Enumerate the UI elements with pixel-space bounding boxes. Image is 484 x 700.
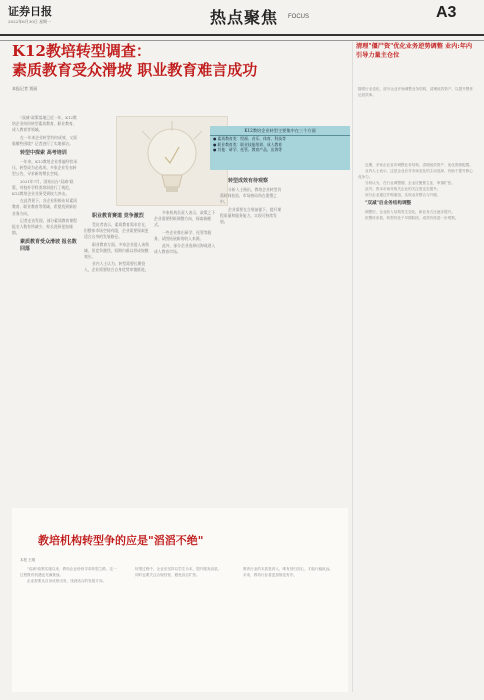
subheading: "双减"后业务结构调整 [365,201,412,206]
headline-line1: K12教培转型调查： [12,42,151,60]
paragraph: 企业需要在合规前提下，提升课程质量和服务能力，实现可持续发展。 [220,206,282,225]
side-quote: 随着行业变化，部分企业开始调整业务结构，清理低效资产，以提升整体运营效率。 [358,87,473,97]
infobox [210,126,350,170]
main-column-2 [84,210,150,506]
issue-date: 2022年6月30日 星期一 [8,19,52,24]
main-byline: 本报记者 贾丽 [12,86,38,91]
paragraph: 2021年7月，国家出台"双减"政策，对校外学科类培训进行了规范，K12教培企业业务受到较大冲击。 [12,178,74,197]
main-column-3 [154,210,216,506]
bottom-byline: 本报 王刚 [20,558,36,562]
paragraph: 此外，部分企业选择出海或进入成人教育市场。 [154,243,216,255]
bottom-headline: 教培机构转型争的应是"滔滔不绝" [38,534,204,547]
side-headline: 清理"僵尸资"优化业务逆势调整 业内:年内引导力量主仓位 [356,43,473,59]
paragraph: 受访者表示，素质教育需求存在，但整体市场空间有限，企业需要探索更适合自身的发展路径。 [84,222,149,240]
subheading: 转型中探索 高考培训 [20,150,67,157]
paragraph: "双减"政策落地已近一年，K12教培企业纷纷转型素质教育、职业教育、成人教育等领域。 [12,115,77,133]
page-number: A3 [436,4,457,21]
paragraph: 分析人士指出，教培企业转型仍需时间检验，市场格局尚在重塑之中。 [220,187,282,205]
section-title: 热点聚焦 [210,8,279,27]
subheading: 转型成效有待观察 [228,178,269,184]
paragraph: 此外，资本市场对相关企业的关注度也在提升。 [365,187,441,191]
section-en-label: FOCUS [288,14,309,20]
paragraph: 业内人士表示，这是企业应对市场变化的主动选择，有助于提升核心竞争力。 [358,169,473,179]
paragraph: 分析认为，在行业调整期，企业应聚焦主业，审慎扩张。 [365,181,455,185]
subheading: 素质教育受众滑坡 报名数回落 [20,239,77,253]
headline-line2: 素质教育受众滑坡 职业教育难言成功 [12,61,258,79]
paragraph: 一些企业推出研学、托管等服务，试图拓展新的收入来源。 [154,229,212,241]
infobox-title: K12教培企业转型主要集中在三个方面 [210,126,350,136]
paragraph: 记者走访发现，部分素质教育课程报名人数有所减少，家长选择更加谨慎。 [12,217,77,236]
paragraph: 多家机构负责人表示，政策之下企业需要积极调整方向，探索新模式。 [154,210,216,228]
paragraph: 教育行业的本质是育人，唯有回归初心，才能行稳致远。 [243,567,333,571]
paragraph: 在此背景下，各企业积极布局素质教育、职业教育等领域，希望找到新的业务方向。 [12,198,77,216]
paragraph: 近期，多家企业宣布调整业务结构，清理低效资产，优化资源配置。 [365,163,473,167]
paragraph: "双减"政策实施以来，教培企业纷纷寻求转型之路，这一过程既有机遇也充满挑战。 [20,567,117,577]
paragraph: 职业教育方面，多家企业进入该领域，但竞争激烈，短期内难以形成规模效应。 [84,241,149,260]
paragraph: 未来，教培行业将更加规范有序。 [243,573,297,577]
paragraph: 一年来，K12教培企业普遍经营承压，转型成为必选项。多家企业发布转型公告，寻求新的增长空间。 [12,159,78,177]
paragraph: 转型过程中，企业应坚持以学生为本，提升服务品质。 [135,567,222,571]
infobox-item: ● 职业教育类：职业技能培训、成人教育 [213,141,283,147]
paragraph: 在一年来企业转型有何成效，又面临哪些困境？记者进行了实地探访。 [12,134,77,146]
paragraph: 同时也要关注合规经营，避免盲目扩张。 [135,573,200,577]
bottom-column-2 [128,566,228,684]
main-column-4 [220,175,282,505]
main-headline [12,42,348,112]
side-column [358,162,476,692]
bottom-column-1 [20,566,120,684]
bottom-column-3 [236,566,340,684]
paragraph: 业内人士认为，转型需要长期投入，企业需要结合自身优势审慎推进。 [84,261,149,273]
paragraph: 企业需要从自身优势出发，找到适合的发展方向。 [27,579,107,583]
main-column-1 [12,115,80,575]
infobox-item: ● 其他：研学、托管、教育产品、出海等 [213,147,283,152]
paper-name: 证券日报 [8,5,52,18]
masthead-rule [0,34,484,36]
infobox-item: ● 素质教育类：绘画、音乐、体育、科技等 [213,136,286,141]
paragraph: 但整体来看，转型仍处于早期阶段，成效有待进一步观察。 [365,216,459,220]
paragraph: 部分企业通过并购重组，实现业务整合与升级。 [365,193,441,197]
subheading: 职业教育赛道 竞争激烈 [92,213,144,219]
paragraph: 调整后，企业收入结构发生变化，新业务占比逐步提升。 [365,210,455,214]
column-divider [352,42,353,692]
